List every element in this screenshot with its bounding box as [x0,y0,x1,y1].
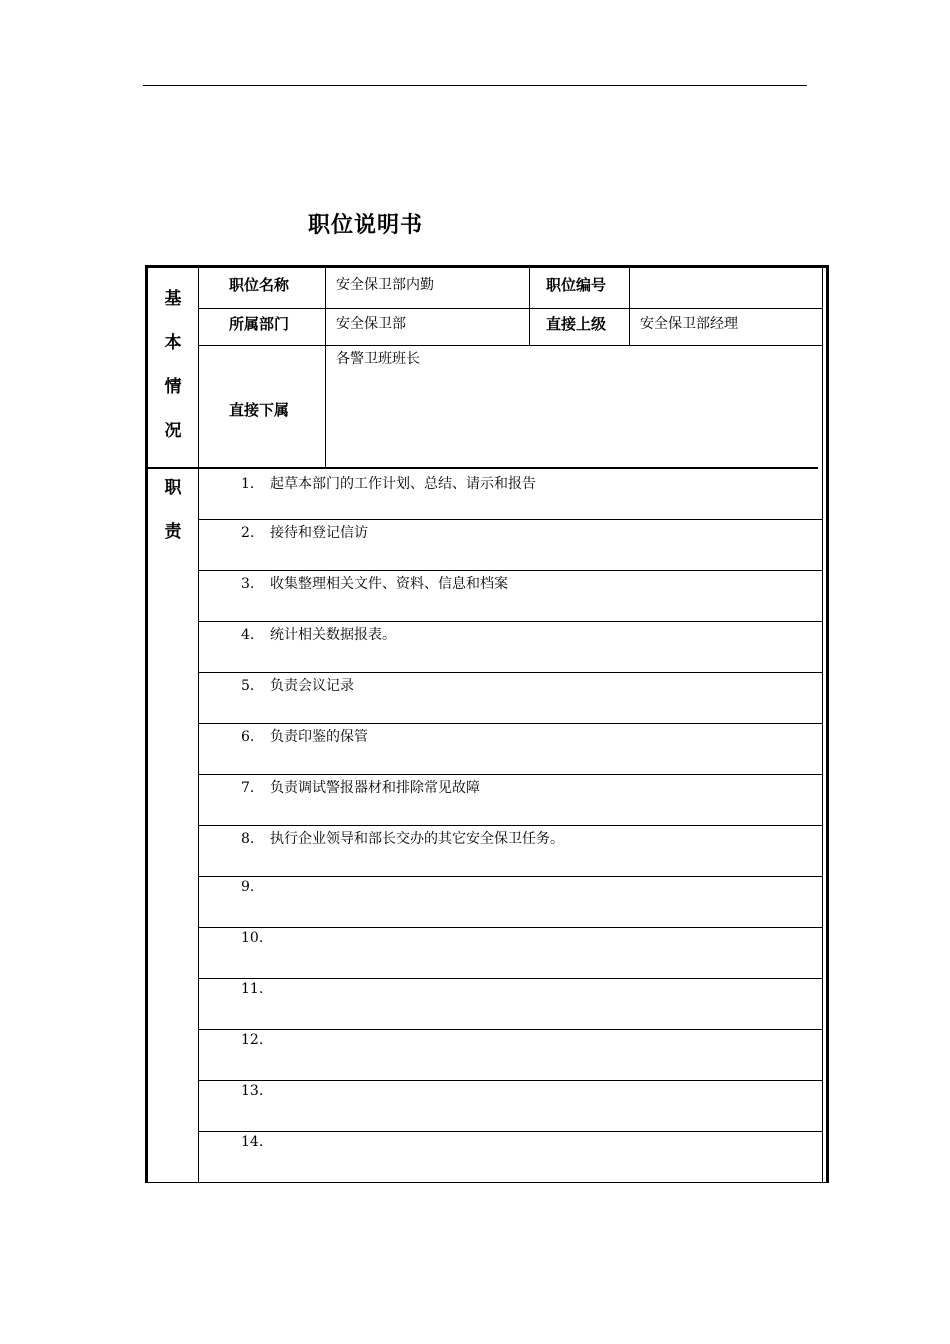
duty-item: 13. [241,1083,264,1099]
duty-item: 3. 收集整理相关文件、资料、信息和档案 [241,576,508,592]
job-code-label: 职位编号 [546,276,607,294]
mid-column-divider [529,268,530,346]
page-title: 职位说明书 [308,213,424,238]
section-column-divider [198,268,199,1183]
duty-item: 12. [241,1032,264,1048]
row-divider [198,570,822,571]
duty-item: 2. 接待和登记信访 [241,525,368,541]
duty-item: 14. [241,1134,264,1150]
row-divider [198,672,822,673]
row-divider [198,1080,822,1081]
row-divider [198,308,822,309]
row-divider [198,621,822,622]
section-label-char: 基 [164,289,182,309]
row-divider [198,1029,822,1030]
superior-label: 直接上级 [546,315,607,333]
section-label-char: 责 [164,522,182,542]
table-bottom-line [148,1182,826,1183]
row-divider [198,825,822,826]
department-label: 所属部门 [229,315,290,333]
superior-value: 安全保卫部经理 [640,316,738,332]
section-label-char: 本 [164,333,182,353]
section-label-char: 况 [164,421,182,441]
subordinate-label: 直接下属 [229,401,290,419]
duty-item: 11. [241,981,264,997]
job-title-value: 安全保卫部内勤 [336,277,434,293]
row-divider [198,876,822,877]
job-title-label: 职位名称 [229,276,290,294]
duty-item: 7. 负责调试警报器材和排除常见故障 [241,780,480,796]
duty-item: 9. [241,879,255,895]
row-divider [198,1131,822,1132]
department-value: 安全保卫部 [336,316,406,332]
duty-item: 8. 执行企业领导和部长交办的其它安全保卫任务。 [241,831,564,847]
section-label-char: 情 [164,377,182,397]
row-divider [198,519,822,520]
row-divider [198,774,822,775]
section-label-char: 职 [164,478,182,498]
duty-item: 4. 统计相关数据报表。 [241,627,396,643]
duty-item: 6. 负责印鉴的保管 [241,729,368,745]
row-divider [198,927,822,928]
duty-item: 1. 起草本部门的工作计划、总结、请示和报告 [241,476,536,492]
section-divider [148,467,818,469]
duty-item: 5. 负责会议记录 [241,678,354,694]
row-divider [198,345,822,346]
header-rule [143,85,807,86]
label-column-divider [325,268,326,468]
inner-right-border [822,268,823,1183]
row-divider [198,978,822,979]
right-column-divider [629,268,630,346]
duty-item: 10. [241,930,264,946]
row-divider [198,723,822,724]
subordinate-value: 各警卫班班长 [336,351,420,367]
